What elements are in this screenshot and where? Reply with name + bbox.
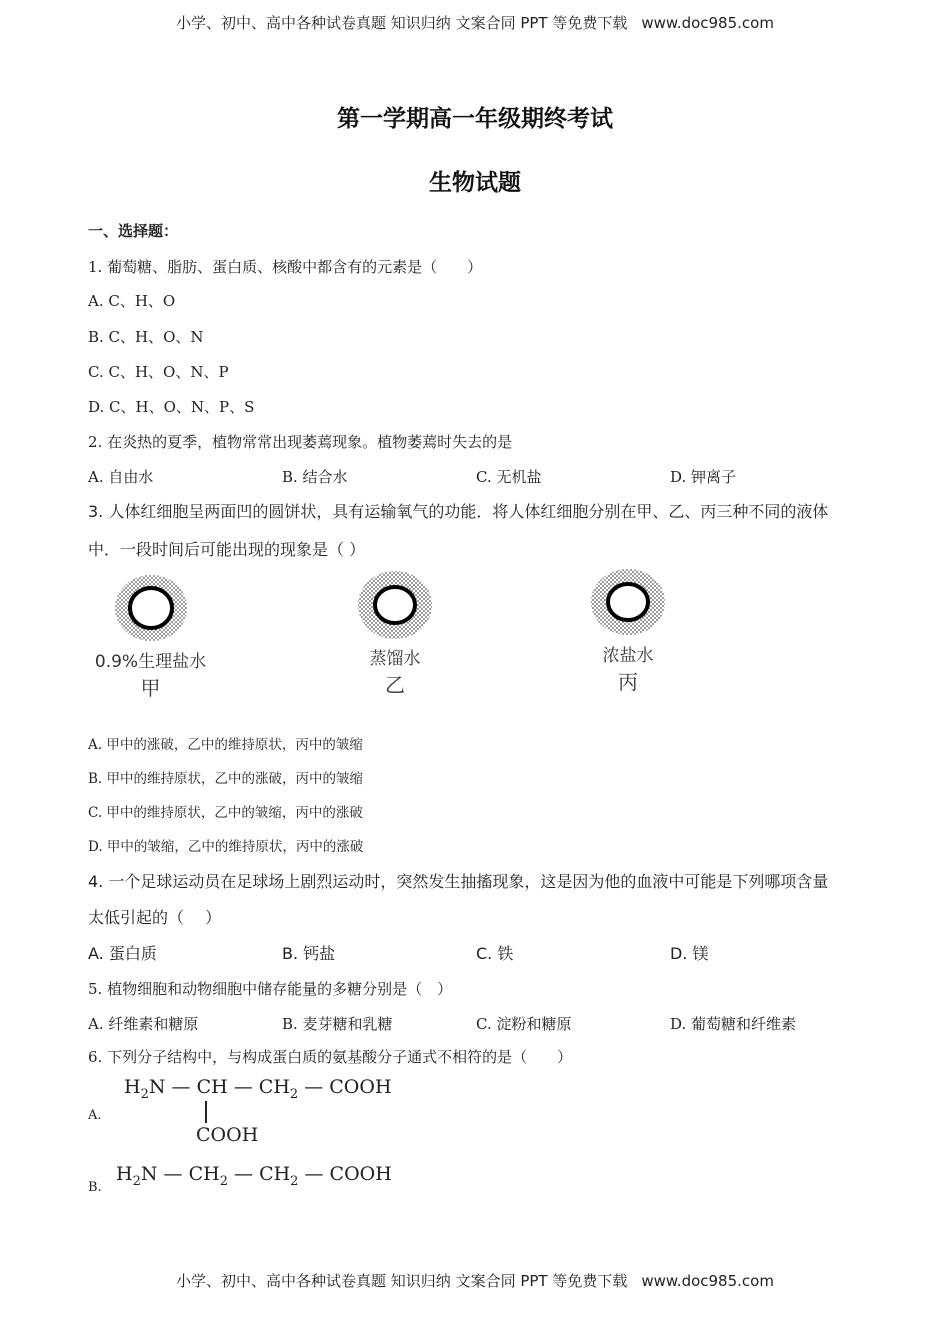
q3-option-a: A. 甲中的涨破，乙中的维持原状，丙中的皱缩 (88, 737, 363, 753)
q3-option-b: B. 甲中的维持原状，乙中的涨破，丙中的皱缩 (88, 771, 364, 787)
q6-structure-b (116, 1163, 392, 1189)
q4-option-c: C. 铁 (476, 944, 514, 963)
bond: — (163, 1163, 183, 1185)
bond: — (304, 1076, 324, 1098)
q4-option-a: A. 蛋白质 (88, 944, 157, 963)
banner-text: 小学、初中、高中各种试卷真题 知识归纳 文案合同 PPT 等免费下载 (176, 1272, 628, 1290)
cell-jia-diagram (111, 573, 191, 643)
formula-ch2: CH (188, 1163, 220, 1185)
cell-yi (350, 570, 440, 698)
bond: — (233, 1076, 253, 1098)
q2-option-c: C. 无机盐 (476, 468, 542, 486)
q6-option-b-letter: B. (88, 1180, 102, 1195)
bond: — (171, 1076, 191, 1098)
cell-yi-diagram (355, 570, 435, 640)
banner-url[interactable]: www.doc985.com (641, 1272, 774, 1290)
question-5: 5. 植物细胞和动物细胞中储存能量的多糖分别是（ ） (88, 980, 453, 998)
cell-jia (88, 573, 213, 701)
formula-sub: 2 (289, 1086, 299, 1102)
formula-sub: 2 (132, 1173, 141, 1189)
cell-jia-name: 甲 (140, 676, 161, 700)
q2-option-d: D. 钾离子 (670, 468, 737, 486)
question-3-line-2: 中．一段时间后可能出现的现象是（ ） (88, 540, 366, 559)
header-banner (0, 12, 950, 33)
question-4-line-2: 太低引起的（ ） (88, 908, 222, 927)
question-2: 2. 在炎热的夏季，植物常常出现萎蔫现象。植物萎蔫时失去的是 (88, 433, 513, 451)
formula-sub: 2 (140, 1086, 149, 1102)
cell-bing-label: 浓盐水 (602, 646, 654, 666)
q1-option-b: B. C、H、O、N (88, 328, 204, 346)
q6-option-a-letter: A. (88, 1108, 102, 1123)
formula-n: N (140, 1163, 158, 1185)
q1-option-d: D. C、H、O、N、P、S (88, 398, 255, 416)
q3-option-c: C. 甲中的维持原状，乙中的皱缩，丙中的涨破 (88, 805, 363, 821)
formula-n: N (148, 1076, 166, 1098)
q2-option-b: B. 结合水 (282, 468, 348, 486)
cell-yi-label: 蒸馏水 (369, 649, 421, 669)
formula-ch: CH (196, 1076, 228, 1098)
q3-option-d: D. 甲中的皱缩，乙中的维持原状，丙中的涨破 (88, 839, 364, 855)
cell-jia-label: 0.9%生理盐水 (94, 652, 207, 672)
cell-bing-diagram (588, 567, 668, 637)
formula-ch2: CH (258, 1076, 290, 1098)
cell-bing-name: 丙 (618, 670, 638, 694)
formula-sub: 2 (219, 1173, 228, 1189)
formula-ch2: CH (259, 1163, 291, 1185)
q5-option-d: D. 葡萄糖和纤维素 (670, 1015, 797, 1033)
question-6: 6. 下列分子结构中，与构成蛋白质的氨基酸分子通式不相符的是（ ） (88, 1048, 573, 1066)
question-3-line-1: 3. 人体红细胞呈两面凹的圆饼状，具有运输氧气的功能．将人体红细胞分别在甲、乙、丙三种不同的液体 (88, 502, 829, 521)
q5-option-b: B. 麦芽糖和乳糖 (282, 1015, 393, 1033)
formula-h: H (116, 1163, 133, 1185)
formula-sub: 2 (290, 1173, 299, 1189)
cell-bing (583, 567, 673, 695)
formula-h: H (124, 1076, 141, 1098)
formula-cooh: COOH (329, 1076, 392, 1098)
q4-option-b: B. 钙盐 (282, 944, 336, 963)
vertical-bond (205, 1101, 207, 1123)
section-heading: 一、选择题： (88, 222, 179, 240)
exam-title: 第一学期高一年级期终考试 (337, 106, 613, 132)
bond: — (234, 1163, 254, 1185)
banner-text: 小学、初中、高中各种试卷真题 知识归纳 文案合同 PPT 等免费下载 (176, 14, 628, 32)
q1-option-a: A. C、H、O (88, 292, 176, 310)
formula-cooh: COOH (329, 1163, 392, 1185)
cell-yi-name: 乙 (385, 673, 405, 697)
exam-subject: 生物试题 (429, 170, 521, 196)
banner-url[interactable]: www.doc985.com (641, 14, 774, 32)
question-1: 1. 葡萄糖、脂肪、蛋白质、核酸中都含有的元素是（ ） (88, 258, 483, 276)
q1-option-c: C. C、H、O、N、P (88, 363, 229, 381)
q6-structure-a (124, 1076, 392, 1102)
footer-banner (0, 1270, 950, 1291)
q2-option-a: A. 自由水 (88, 468, 154, 486)
bond: — (304, 1163, 324, 1185)
q5-option-c: C. 淀粉和糖原 (476, 1015, 572, 1033)
q4-option-d: D. 镁 (670, 944, 709, 963)
q5-option-a: A. 纤维素和糖原 (88, 1015, 199, 1033)
question-4-line-1: 4. 一个足球运动员在足球场上剧烈运动时，突然发生抽搐现象，这是因为他的血液中可能是下列哪项含量 (88, 872, 829, 891)
side-chain-cooh: COOH (196, 1124, 259, 1146)
